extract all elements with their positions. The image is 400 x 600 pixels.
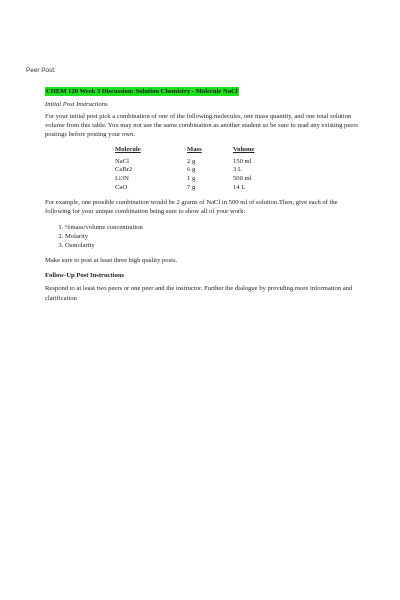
post-note: Make sure to post at least three high quality posts. bbox=[45, 257, 178, 265]
table-cell: CaBr2 bbox=[115, 166, 133, 174]
table-cell: 3 L bbox=[233, 166, 242, 174]
table-cell: 6 g bbox=[187, 166, 196, 174]
peer-post-label: Peer Post: bbox=[26, 67, 56, 74]
table-cell: Li3N bbox=[115, 174, 129, 182]
list-item: 3. Osmolarity bbox=[65, 241, 363, 250]
table-cell: 7 g bbox=[187, 183, 196, 191]
table-row bbox=[115, 158, 283, 167]
discussion-title: CHEM 120 Week 3 Discussion: Solution Chemistry - Molecule NaCl bbox=[46, 88, 238, 95]
table-cell: 2 g bbox=[187, 157, 196, 165]
table-row bbox=[115, 175, 283, 184]
column-header: Molecule bbox=[115, 146, 141, 154]
example-paragraph: For example, one possible combination would be 2 grams of NaCl in 500 ml of solution.Then, give each of the following for your unique combination being sure to show all of your work: bbox=[45, 199, 338, 216]
list-item: 1. %mass/volume concentration bbox=[65, 223, 363, 232]
table-row bbox=[115, 184, 283, 193]
table-row bbox=[115, 166, 283, 175]
list-item: 2. Molarity bbox=[65, 232, 363, 241]
table-cell: 500 ml bbox=[233, 174, 252, 182]
molecule-table bbox=[115, 145, 283, 192]
column-header: Mass bbox=[187, 146, 202, 154]
instructions-paragraph: For your initial post pick a combination of one of the following molecules, one mass quantity, and one total solution volume from this table. You may not use the same combination as another student so be sure to read any existing peers postings before posting your own. bbox=[45, 113, 358, 139]
requirements-list bbox=[45, 223, 363, 251]
followup-paragraph: Respond to at least two peers or one peer and the instructor. Further the dialogue by providing more information and clarification bbox=[45, 285, 353, 302]
initial-post-heading: Initial Post Instructions bbox=[45, 101, 108, 109]
table-cell: 150 ml bbox=[233, 157, 252, 165]
table-cell: 14 L bbox=[233, 183, 246, 191]
table-cell: 1 g bbox=[187, 174, 196, 182]
column-header: Volume bbox=[233, 146, 255, 154]
discussion-content bbox=[45, 87, 363, 309]
table-cell: NaCl bbox=[115, 157, 129, 165]
table-header-row bbox=[115, 145, 283, 157]
table-cell: CaO bbox=[115, 183, 128, 191]
followup-heading: Follow-Up Post Instructions bbox=[45, 272, 125, 280]
